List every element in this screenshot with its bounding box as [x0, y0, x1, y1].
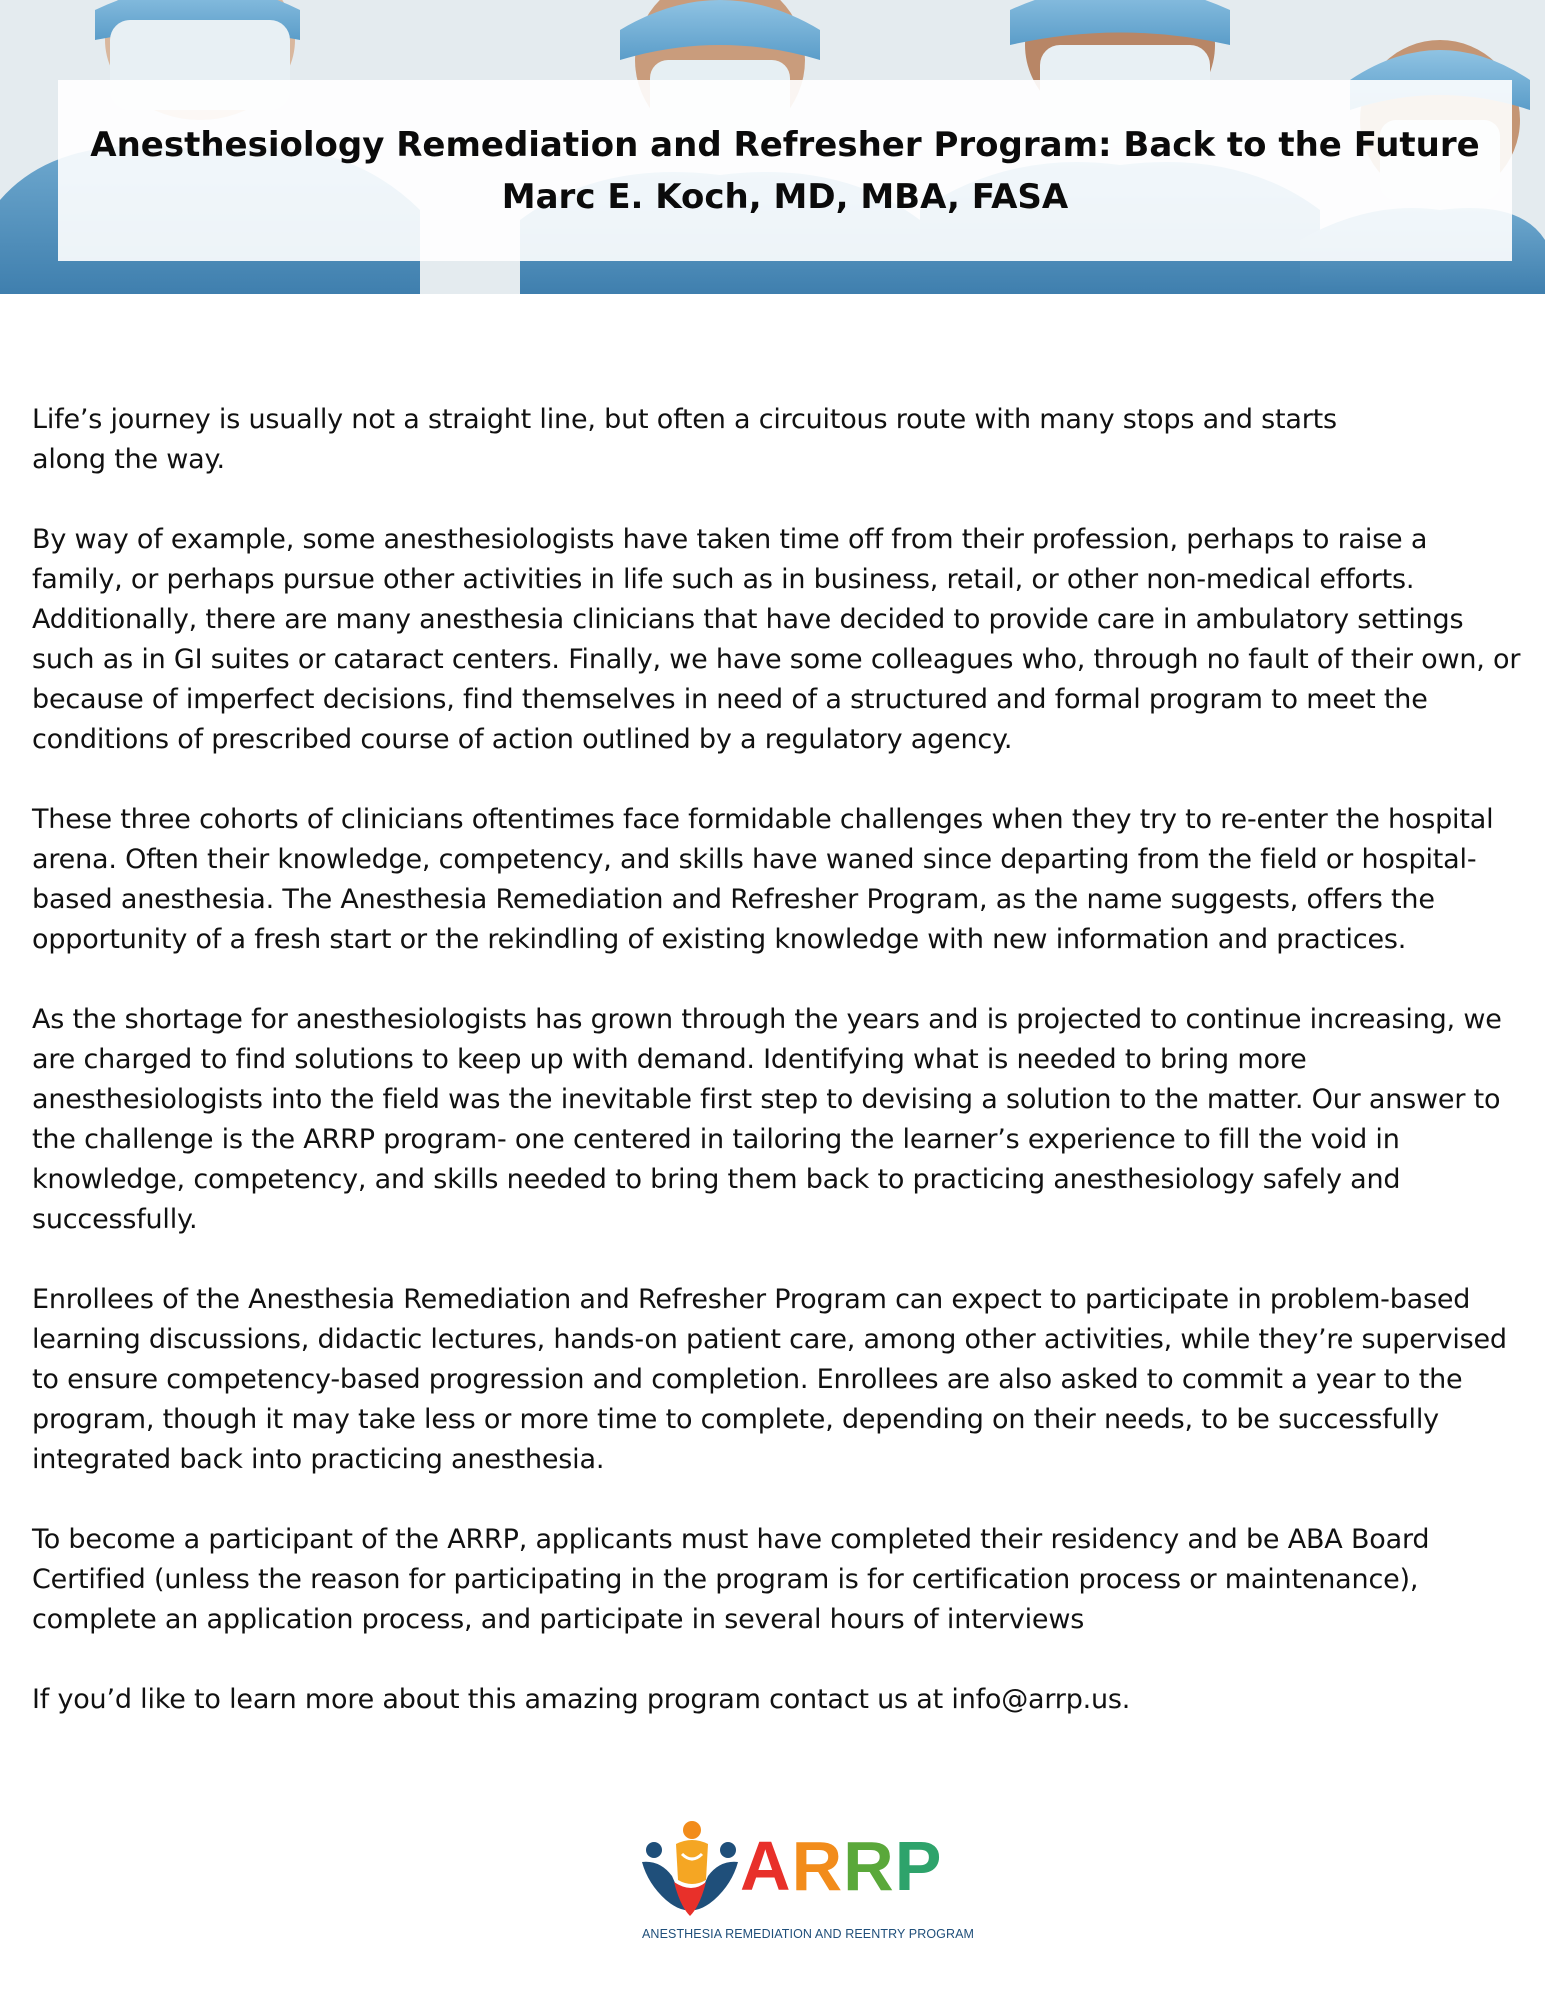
logo-letter: P [894, 1827, 943, 1905]
people-group-icon [640, 1820, 740, 1925]
page-title: Anesthesiology Remediation and Refresher Program: Back to the Future [90, 124, 1480, 165]
paragraph: By way of example, some anesthesiologists have taken time off from their profession, perhaps to raise a family, or perhaps pursue other activities in life such as in business, retail, or other non-medical efforts. Additionally, there are many anesthesia clinicians that have decided to provide care in ambulatory settings such as in GI suites or cataract centers. Finally, we have some colleagues who, through no fault of their own, or because of imperfect decisions, find themselves in need of a structured and formal program to meet the conditions of prescribed course of action outlined by a regulatory agency. [32, 524, 1521, 755]
paragraph: Enrollees of the Anesthesia Remediation and Refresher Program can expect to participate in problem-based learning discussions, didactic lectures, hands-on patient care, among other activities, while they’re supervised to ensure competency-based progression and completion. Enrollees are also asked to commit a year to the program, though it may take less or more time to complete, depending on their needs, to be successfully integrated back into practicing anesthesia. [32, 1284, 1507, 1475]
logo-wordmark [740, 1826, 942, 1906]
title-box [58, 80, 1512, 261]
author-byline: Marc E. Koch, MD, MBA, FASA [501, 176, 1069, 217]
paragraph: These three cohorts of clinicians oftentimes face formidable challenges when they try to re-enter the hospital arena. Often their knowledge, competency, and skills have waned since departing from the field or hospital-based anesthesia. The Anesthesia Remediation and Refresher Program, as the name suggests, offers the opportunity of a fresh start or the rekindling of existing knowledge with new information and practices. [32, 804, 1494, 955]
logo-tagline: ANESTHESIA REMEDIATION AND REENTRY PROGRAM [642, 1927, 975, 1941]
paragraph: As the shortage for anesthesiologists has grown through the years and is projected to continue increasing, we are charged to find solutions to keep up with demand. Identifying what is needed to bring more anesthesiologists into the field was the inevitable first step to devising a solution to the matter. Our answer to the challenge is the ARRP program- one centered in tailoring the learner’s experience to fill the void in knowledge, competency, and skills needed to bring them back to practicing anesthesiology safely and successfully. [32, 1004, 1502, 1235]
logo-letter: A [740, 1827, 792, 1905]
hero-banner [0, 0, 1545, 294]
paragraph: To become a participant of the ARRP, applicants must have completed their residency and be ABA Board Certified (unless the reason for participating in the program is for certification process or maintenance), complete an application process, and participate in several hours of interviews [32, 1524, 1430, 1635]
arrp-logo [640, 1820, 985, 1945]
article-body [32, 400, 1522, 1760]
logo-letter: R [843, 1827, 895, 1905]
paragraph: Life’s journey is usually not a straight line, but often a circuitous route with many stops and starts along the way. [32, 404, 1337, 475]
logo-letter: R [791, 1827, 844, 1905]
paragraph-contact: If you’d like to learn more about this amazing program contact us at info@arrp.us. [32, 1684, 1131, 1715]
